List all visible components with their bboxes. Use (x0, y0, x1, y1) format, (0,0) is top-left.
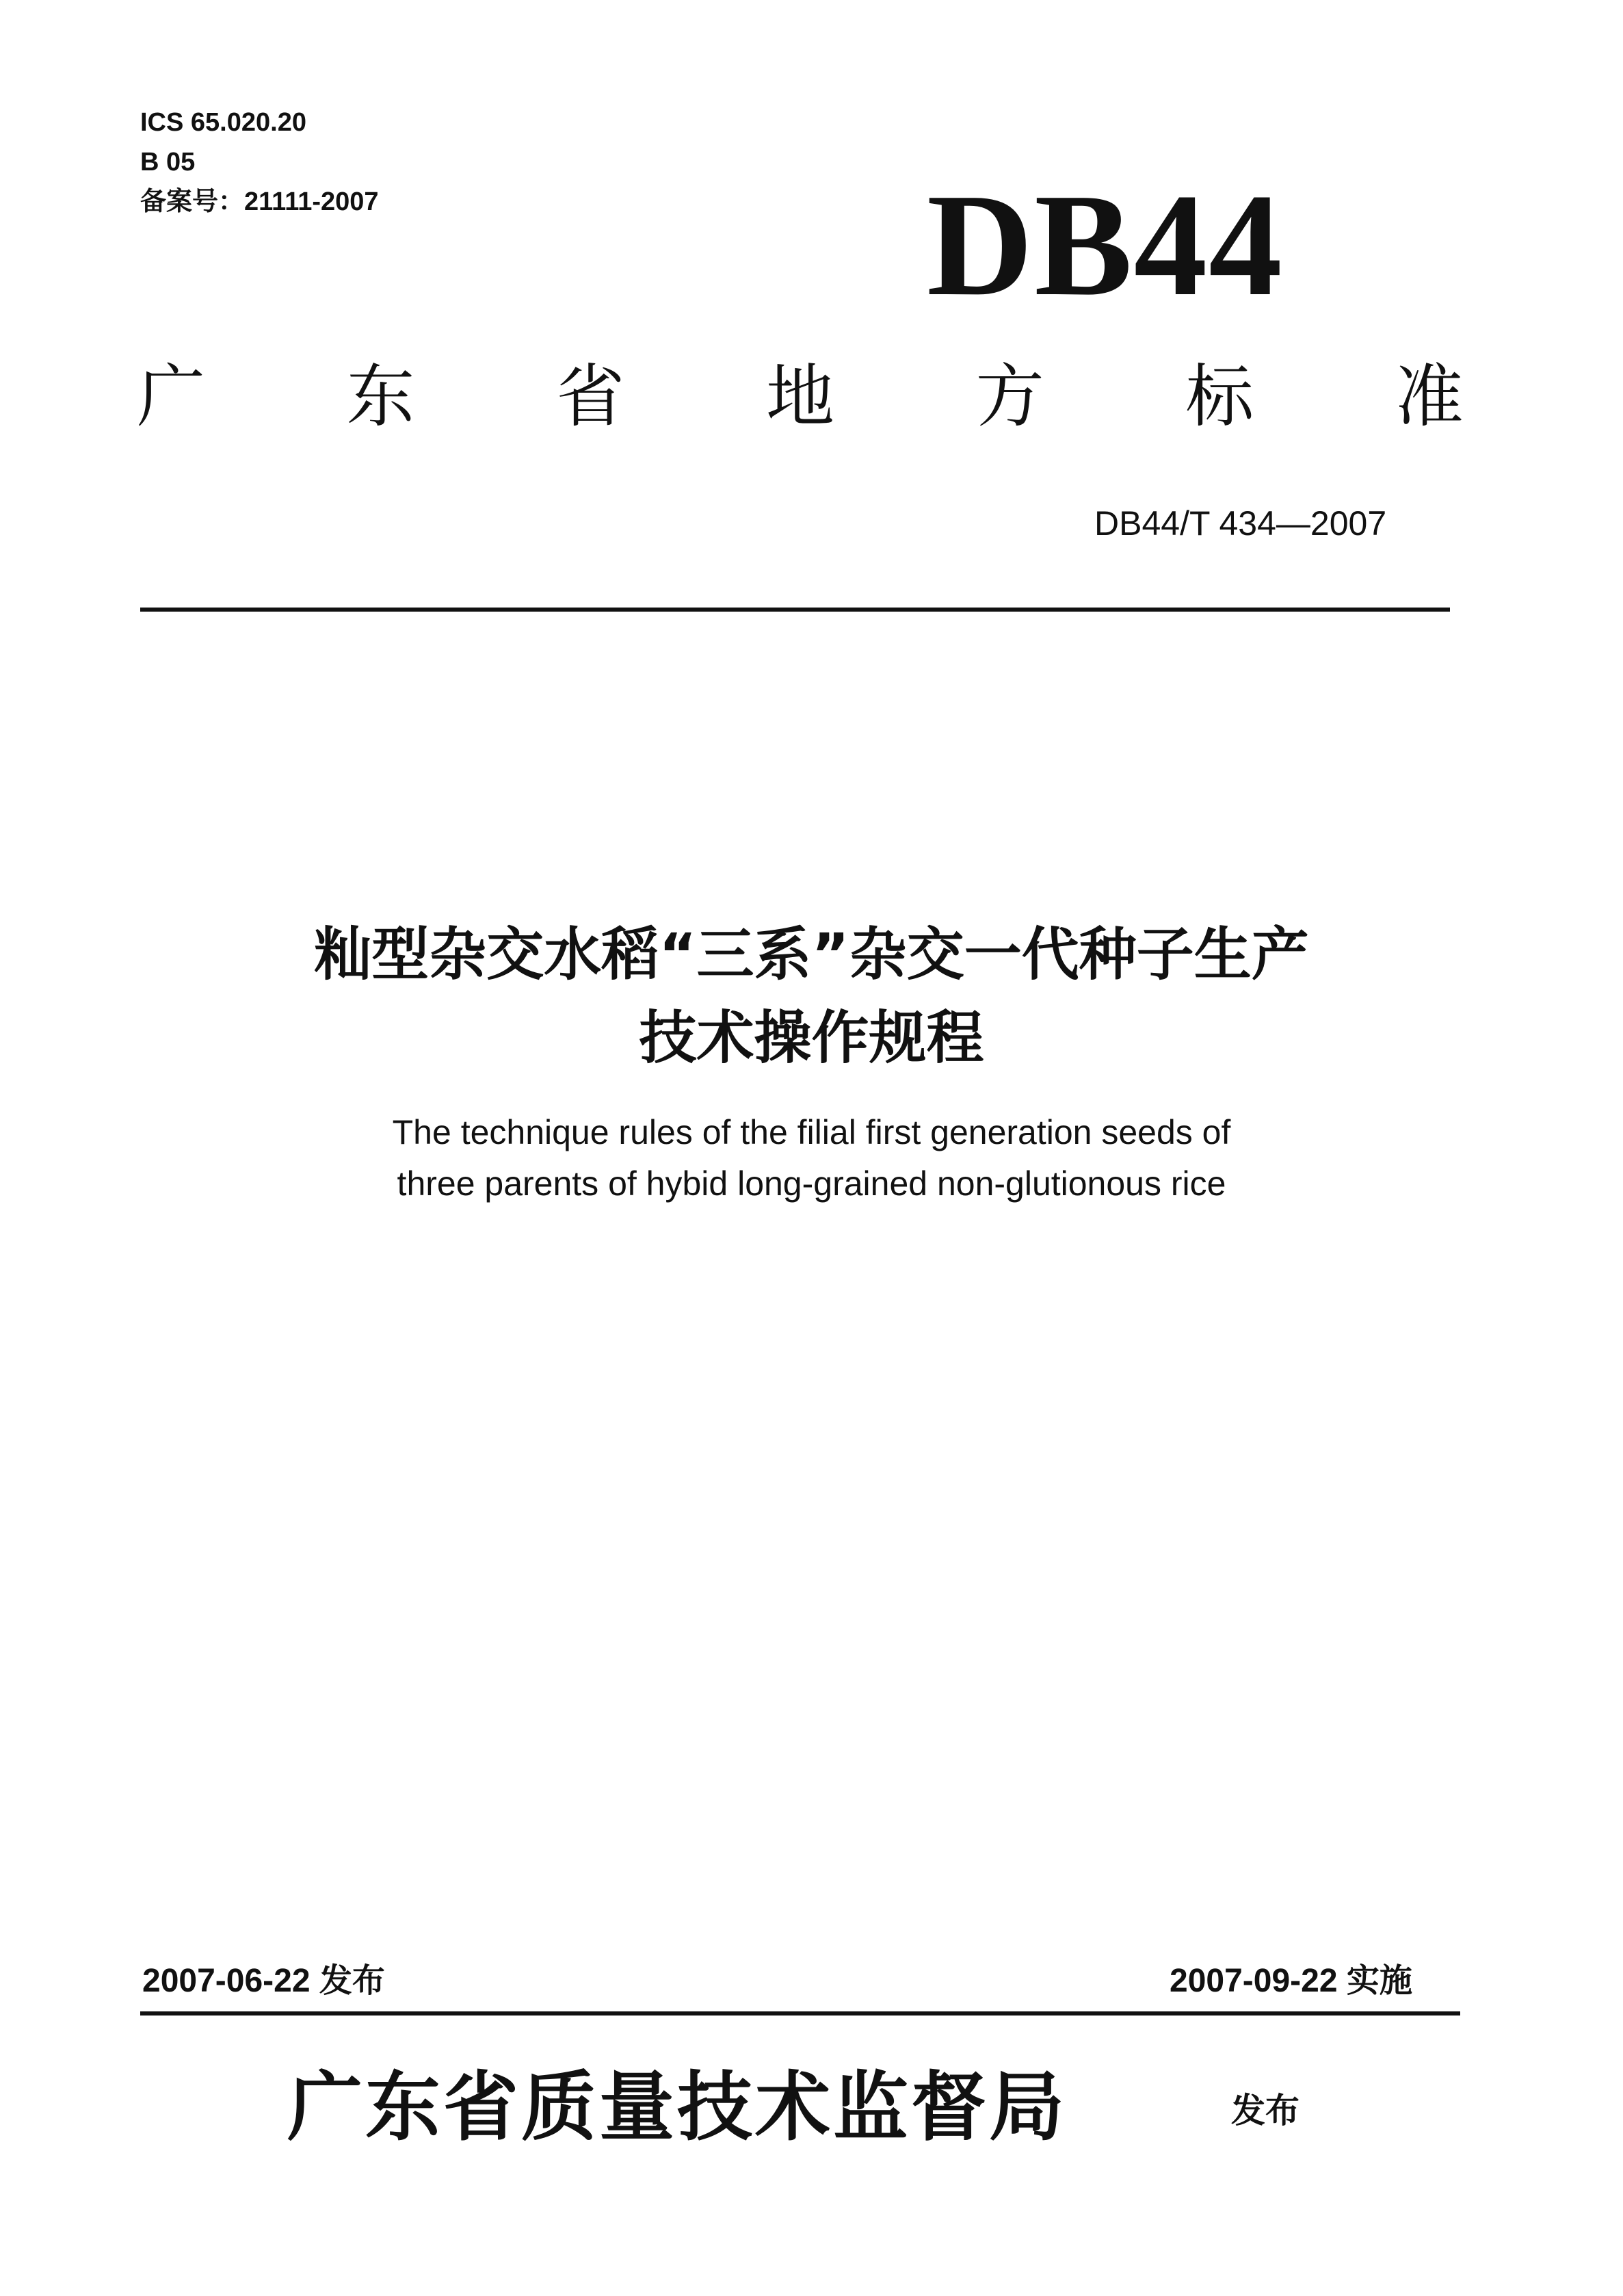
title-en-line-2: three parents of hybid long-grained non-glutionous rice (397, 1164, 1226, 1203)
title-en-line-1: The technique rules of the filial first generation seeds of (392, 1113, 1231, 1151)
db44-logo: DB44 (927, 163, 1284, 326)
issue-date: 2007-06-22 发布 (142, 1963, 385, 1999)
title-zh-line-1: 籼型杂交水稻“三系”杂交一代种子生产 (314, 921, 1309, 988)
classification-codes (140, 103, 379, 222)
top-divider (140, 608, 1450, 612)
publish-label: 发布 (1231, 2091, 1299, 2130)
ccs-code: B 05 (140, 148, 196, 177)
standard-title-char: 标 (1185, 356, 1254, 436)
standard-title-char: 广 (137, 356, 205, 436)
standard-title-char: 准 (1395, 356, 1464, 436)
publisher-name: 广东省质量技术监督局 (287, 2063, 1067, 2151)
record-number: 备案号：21111-2007 (140, 187, 379, 216)
standard-title-char: 方 (975, 356, 1044, 436)
standard-title-char: 省 (556, 356, 625, 436)
ics-code: ICS 65.020.20 (140, 108, 306, 137)
standard-number: DB44/T 434—2007 (1094, 504, 1387, 543)
standard-category-title (137, 356, 1464, 438)
implementation-date: 2007-09-22 实施 (1170, 1963, 1412, 1999)
standard-title-char: 东 (346, 356, 415, 436)
bottom-divider (140, 2011, 1460, 2015)
title-zh-line-2: 技术操作规程 (639, 1004, 984, 1071)
standard-title-char: 地 (765, 356, 834, 436)
